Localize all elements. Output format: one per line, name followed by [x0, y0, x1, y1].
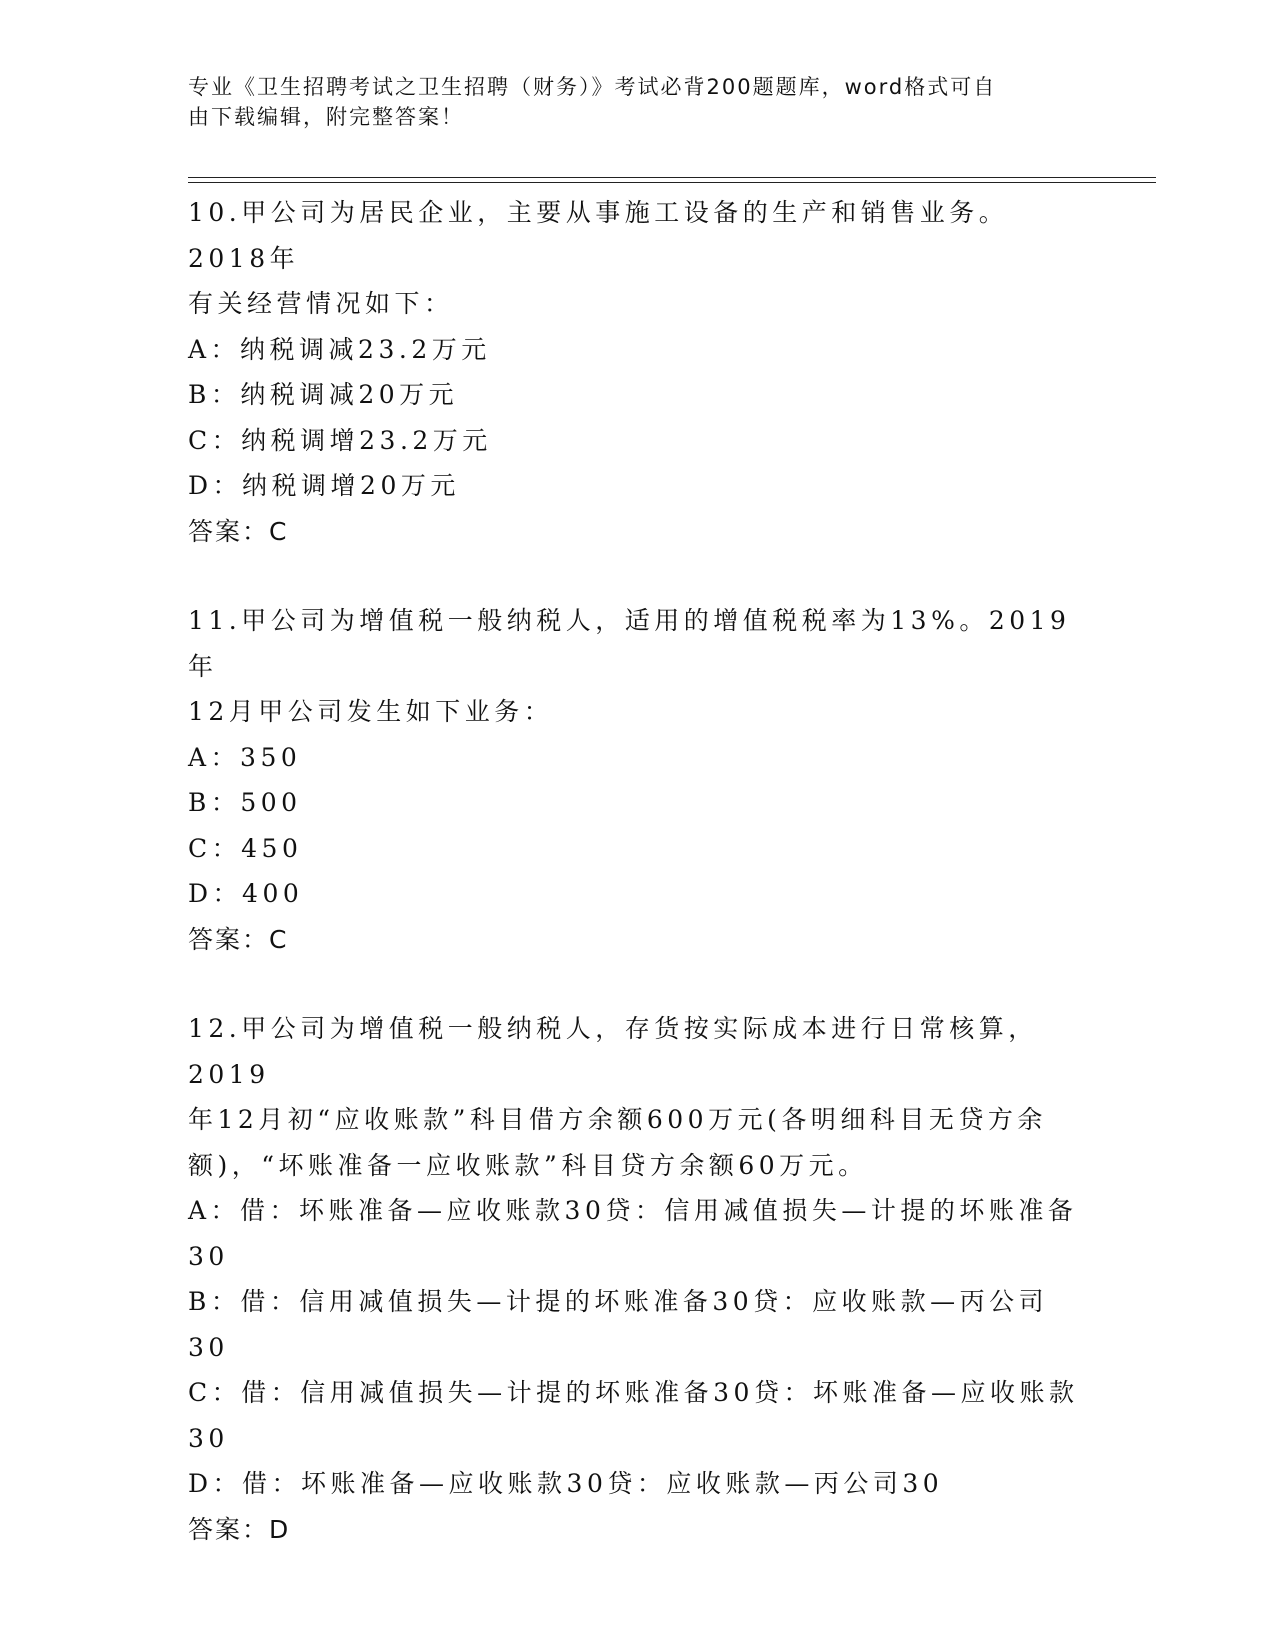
option-c: C：450	[188, 833, 303, 863]
option-a: A：借：坏账准备—应收账款30贷：信用减值损失—计提的坏账准备	[188, 1196, 1078, 1225]
question-text: 10.甲公司为居民企业，主要从事施工设备的生产和销售业务。2018年	[188, 198, 1009, 273]
question-10	[188, 190, 1088, 554]
question-11	[188, 598, 1088, 962]
option-b: B：500	[188, 788, 302, 817]
option-b: B：纳税调减20万元	[188, 380, 459, 409]
header-line: 由下载编辑，附完整答案！	[188, 105, 464, 129]
option-d: D：400	[188, 879, 304, 908]
option-d: D：纳税调增20万元	[188, 471, 460, 500]
question-text: 年12月初“应收账款”科目借方余额600万元(各明细科目无贷方余	[188, 1105, 1047, 1134]
question-12	[188, 1006, 1088, 1552]
header-divider	[188, 177, 1156, 178]
question-text: 11.甲公司为增值税一般纳税人，适用的增值税税率为13%。2019年	[188, 606, 1071, 681]
option-d: D：借：坏账准备—应收账款30贷：应收账款—丙公司30	[188, 1469, 944, 1498]
option-b: B：借：信用减值损失—计提的坏账准备30贷：应收账款—丙公司30	[188, 1287, 1049, 1362]
question-text: 有关经营情况如下：	[188, 289, 454, 318]
document-header	[188, 72, 1068, 132]
option-c-continued: 30	[188, 1423, 229, 1453]
header-divider	[188, 182, 1156, 183]
question-list	[188, 190, 1088, 1596]
option-a: A：纳税调减23.2万元	[188, 334, 491, 364]
option-a: A：350	[188, 742, 302, 772]
header-line: 专业《卫生招聘考试之卫生招聘（财务）》考试必背200题题库，word格式可自	[188, 75, 997, 99]
option-c: C：纳税调增23.2万元	[188, 425, 492, 455]
answer: 答案：D	[188, 1514, 291, 1544]
option-a-continued: 30	[188, 1241, 229, 1271]
option-c: C：借：信用减值损失—计提的坏账准备30贷：坏账准备—应收账款	[188, 1378, 1079, 1407]
answer: 答案：C	[188, 924, 289, 954]
question-text: 12.甲公司为增值税一般纳税人，存货按实际成本进行日常核算，2019	[188, 1014, 1038, 1089]
answer: 答案：C	[188, 516, 289, 546]
question-text: 12月甲公司发生如下业务：	[188, 697, 554, 726]
question-text: 额)，“坏账准备一应收账款”科目贷方余额60万元。	[188, 1150, 868, 1180]
